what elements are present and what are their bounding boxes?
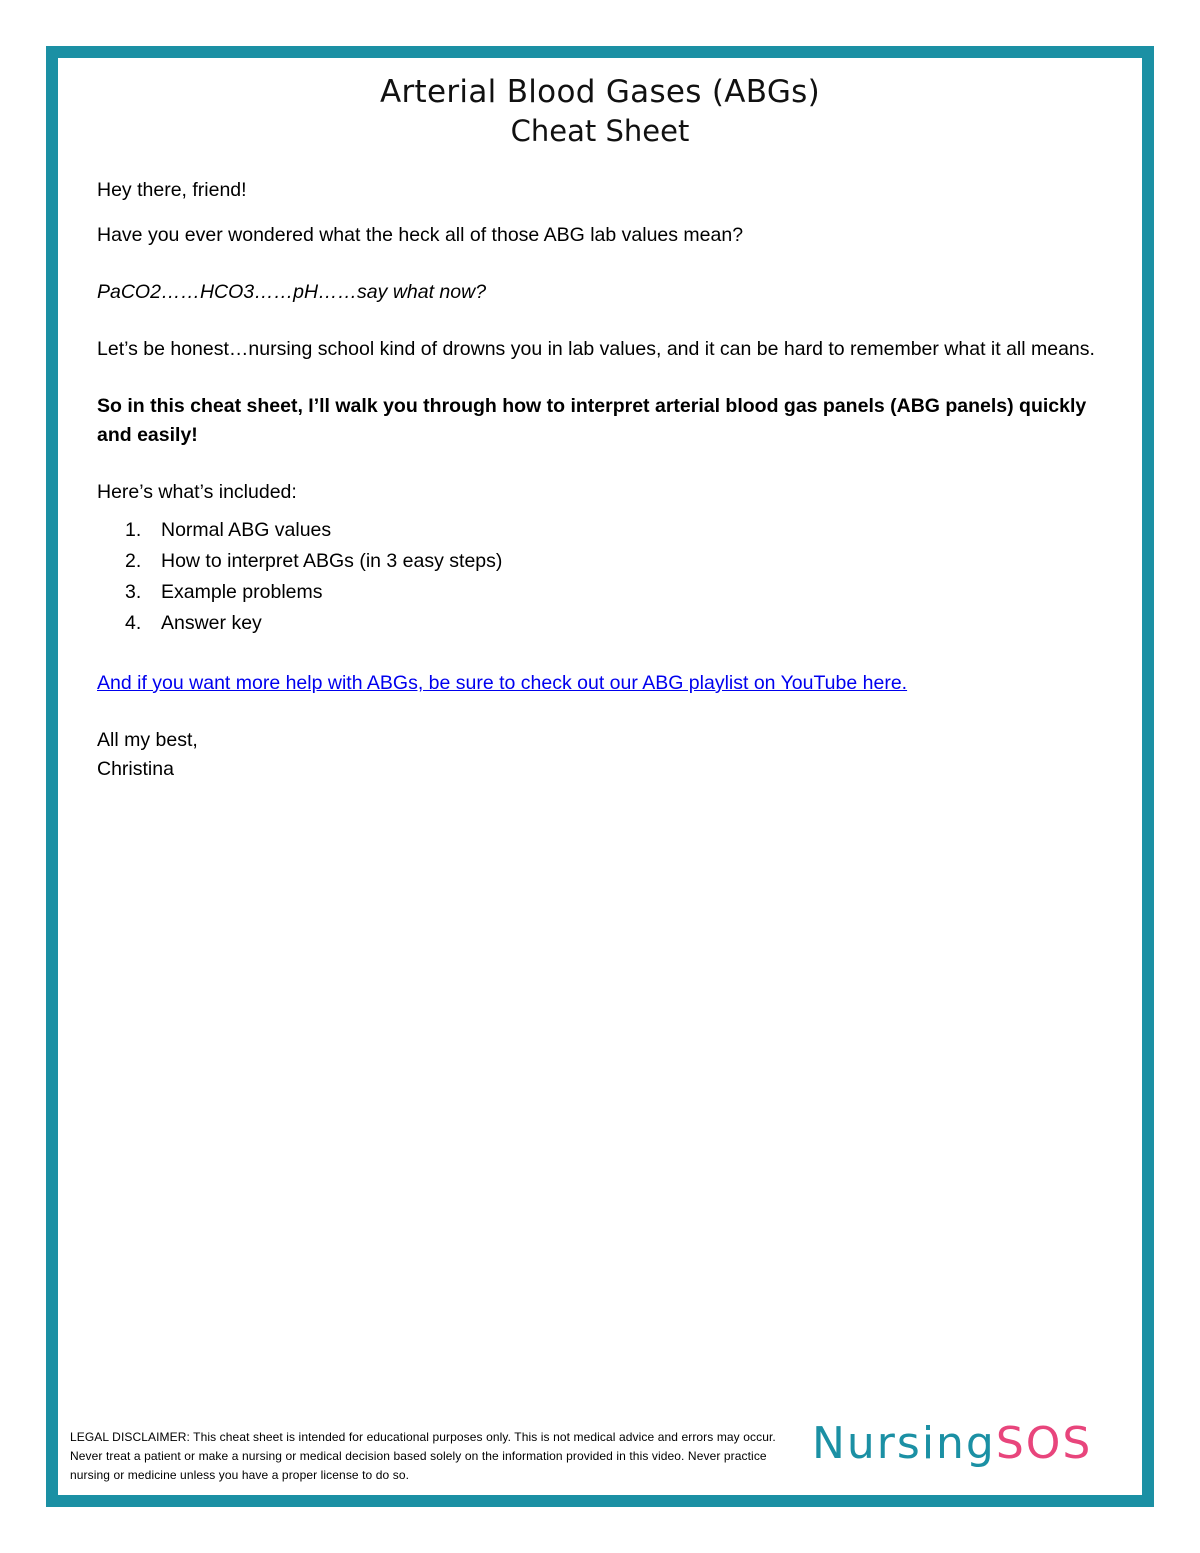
included-heading: Here’s what’s included: (97, 481, 297, 503)
logo-sos-text: SOS (995, 1418, 1093, 1469)
list-item (97, 515, 1112, 546)
list-item-number: 4. (125, 612, 142, 634)
list-item (97, 608, 1112, 639)
signoff-text: All my best, (97, 729, 198, 751)
lab-values-line: PaCO2……HCO3……pH……say what now? (97, 281, 487, 303)
list-item-text: Normal ABG values (161, 519, 332, 541)
list-item-text: How to interpret ABGs (in 3 easy steps) (161, 550, 503, 572)
nursingsos-logo (812, 1418, 1092, 1469)
list-item (97, 577, 1112, 608)
list-item-number: 1. (125, 519, 142, 541)
intro-paragraph: So in this cheat sheet, I’ll walk you through how to interpret arterial blood gas panels (ABG panels) quickly and easily! (97, 395, 1087, 446)
signature-text: Christina (97, 758, 174, 780)
youtube-playlist-link[interactable]: And if you want more help with ABGs, be sure to check out our ABG playlist on YouTube here. (97, 672, 908, 694)
list-item-text: Example problems (161, 581, 323, 603)
logo-nursing-text: Nursing (812, 1418, 996, 1469)
main-content (97, 176, 1112, 784)
list-item (97, 546, 1112, 577)
list-item-number: 3. (125, 581, 142, 603)
honest-paragraph: Let’s be honest…nursing school kind of drowns you in lab values, and it can be hard to remember what it all means. (97, 338, 1095, 360)
page-subtitle: Cheat Sheet (510, 114, 690, 148)
included-list (97, 515, 1112, 639)
page-title: Arterial Blood Gases (ABGs) (380, 74, 820, 110)
list-item-text: Answer key (161, 612, 262, 634)
greeting-text: Hey there, friend! (97, 179, 247, 201)
legal-disclaimer: LEGAL DISCLAIMER: This cheat sheet is intended for educational purposes only. This is not medical advice and errors may occur. Never treat a patient or make a nursing or medical decision based solely on the information provided in this video. Never practice nursing or medicine unless you have a proper license to do so. (70, 1430, 776, 1482)
list-item-number: 2. (125, 550, 142, 572)
question-text: Have you ever wondered what the heck all of those ABG lab values mean? (97, 224, 744, 246)
